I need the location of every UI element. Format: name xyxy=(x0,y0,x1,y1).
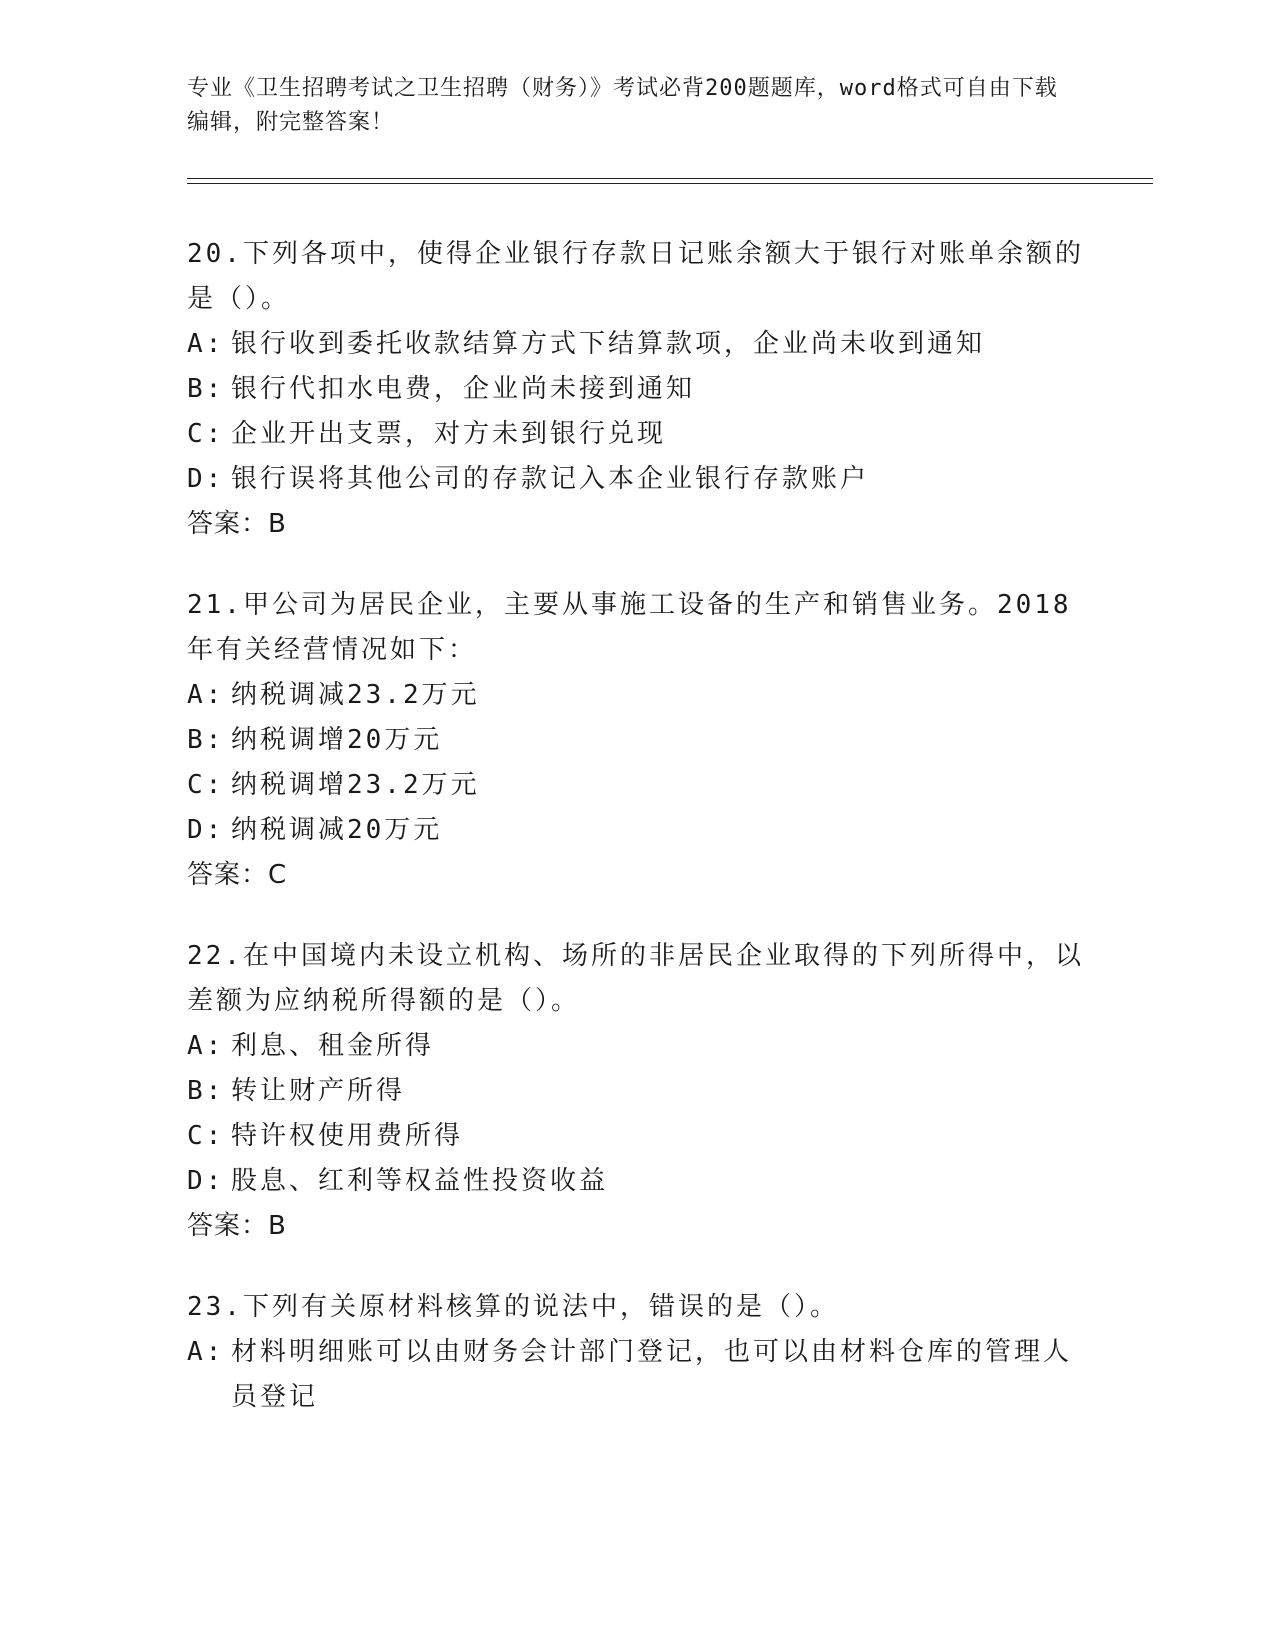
option-key: D: xyxy=(187,464,225,494)
option-key: D: xyxy=(187,1166,225,1196)
option-text: 银行收到委托收款结算方式下结算款项，企业尚未收到通知 xyxy=(231,329,986,359)
question-item xyxy=(187,232,1087,547)
option-b xyxy=(187,367,1087,412)
header-divider-top xyxy=(187,178,1153,179)
header-divider-bottom xyxy=(187,183,1153,184)
question-list xyxy=(187,232,1087,1456)
option-d xyxy=(187,457,1087,502)
question-stem: 22.在中国境内未设立机构、场所的非居民企业取得的下列所得中，以差额为应纳税所得额的是（）。 xyxy=(187,941,1084,1016)
option-key: D: xyxy=(187,815,225,845)
option-key: A: xyxy=(187,680,225,710)
option-key: A: xyxy=(187,1031,225,1061)
option-d xyxy=(187,808,1087,853)
question-stem: 21.甲公司为居民企业，主要从事施工设备的生产和销售业务。2018年有关经营情况如下： xyxy=(187,590,1072,665)
option-key: A: xyxy=(187,1337,225,1367)
option-text: 银行代扣水电费，企业尚未接到通知 xyxy=(231,374,696,404)
option-text: 银行误将其他公司的存款记入本企业银行存款账户 xyxy=(231,464,870,494)
question-item xyxy=(187,1285,1087,1420)
option-text: 特许权使用费所得 xyxy=(231,1121,464,1151)
answer-line: 答案：B xyxy=(187,509,287,539)
option-c xyxy=(187,763,1087,808)
document-intro: 专业《卫生招聘考试之卫生招聘（财务）》考试必背200题题库，word格式可自由下载编辑，附完整答案！ xyxy=(187,76,1058,135)
option-text: 纳税调增23.2万元 xyxy=(231,770,480,800)
option-a xyxy=(187,322,1087,367)
question-stem: 20.下列各项中，使得企业银行存款日记账余额大于银行对账单余额的是（）。 xyxy=(187,239,1084,314)
question-item xyxy=(187,934,1087,1249)
option-key: C: xyxy=(187,419,225,449)
answer-line: 答案：B xyxy=(187,1211,287,1241)
option-b xyxy=(187,1069,1087,1114)
option-key: C: xyxy=(187,1121,225,1151)
option-text: 纳税调增20万元 xyxy=(231,725,443,755)
option-text: 材料明细账可以由财务会计部门登记，也可以由材料仓库的管理人员登记 xyxy=(231,1337,1073,1412)
option-text: 企业开出支票，对方未到银行兑现 xyxy=(231,419,667,449)
answer-line: 答案：C xyxy=(187,860,288,890)
option-text: 转让财产所得 xyxy=(231,1076,406,1106)
option-text: 纳税调减20万元 xyxy=(231,815,443,845)
option-key: C: xyxy=(187,770,225,800)
option-key: B: xyxy=(187,1076,225,1106)
option-key: B: xyxy=(187,725,225,755)
option-a xyxy=(187,673,1087,718)
question-stem: 23.下列有关原材料核算的说法中，错误的是（）。 xyxy=(187,1292,839,1322)
option-key: B: xyxy=(187,374,225,404)
option-d xyxy=(187,1159,1087,1204)
question-item xyxy=(187,583,1087,898)
option-text: 利息、租金所得 xyxy=(231,1031,435,1061)
option-a xyxy=(187,1024,1087,1069)
option-b xyxy=(187,718,1087,763)
option-c xyxy=(187,1114,1087,1159)
option-text: 纳税调减23.2万元 xyxy=(231,680,480,710)
option-a xyxy=(187,1330,1087,1420)
option-text: 股息、红利等权益性投资收益 xyxy=(231,1166,609,1196)
option-key: A: xyxy=(187,329,225,359)
option-c xyxy=(187,412,1087,457)
